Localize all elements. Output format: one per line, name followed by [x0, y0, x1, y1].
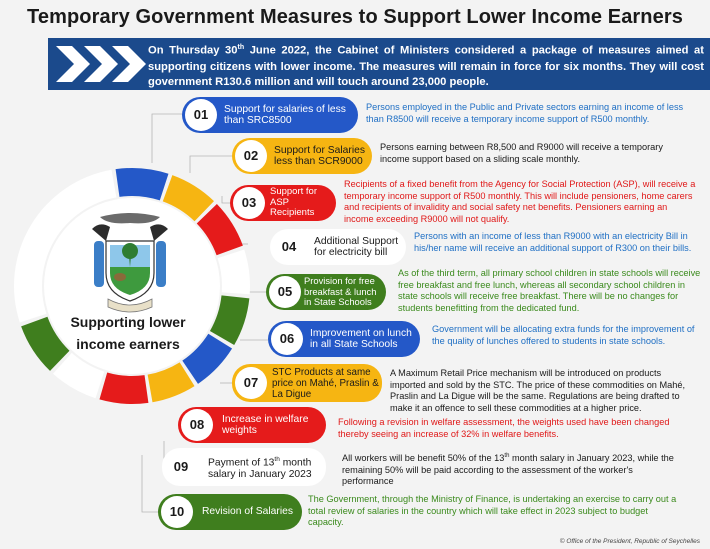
measure-10-desc: The Government, through the Ministry of Finance, is undertaking an exercise to carry out a total review of salaries in the country which will take effect in 2023 subject to budget capacity. [308, 494, 677, 528]
measure-10-label: Revision of Salaries [202, 506, 293, 518]
ring-segment [99, 373, 148, 404]
measure-05-desc: As of the third term, all primary school children in state schools will receive free breakfast and free lunch, whereas all secondary school children in state schools will receive free breakfast. There will be no changes for students benefitting from the dedicated fund. [398, 268, 701, 313]
measure-08-label: Increase in welfare weights [222, 413, 309, 436]
intro-text: On Thursday 30th June 2022, the Cabinet of Ministers considered a package of measures aimed at supporting citizens with lower income. The measures will remain in force for six months. They will cost government R130.6 million and will touch around 23,000 people. [148, 44, 704, 89]
hub-label [68, 311, 188, 355]
measure-05-label: Provision for free breakfast & lunch in State Schools [304, 275, 377, 308]
measure-07-number: 07 [235, 367, 267, 399]
measure-04-pill [270, 229, 406, 265]
measure-05-number: 05 [269, 276, 301, 308]
copyright: © Office of the President, Republic of Seychelles [559, 538, 700, 545]
measure-01-pill [182, 97, 358, 133]
measure-08-pill [178, 407, 326, 443]
measure-06-number: 06 [271, 323, 303, 355]
measure-08-desc: Following a revision in welfare assessment, the weights used have been changed thereby seeing an increase of 32% in welfare benefits. [338, 417, 670, 439]
measure-04-desc: Persons with an income of less than R9000 with an electricity Bill in his/her name will receive an additional support of R300 on their bills. [414, 231, 692, 253]
measure-02-label: Support for Salaries less than SCR9000 [274, 144, 366, 167]
measure-10-pill [158, 494, 302, 530]
measure-03-desc: Recipients of a fixed benefit from the Agency for Social Protection (ASP), will receive a temporary income support of R500 monthly. This will include pensioners, home carers and recipients of invalidity and social safety net benefits. Pensioners earning an income exceeding R9000 will not qualify. [344, 179, 696, 224]
measure-09-label: Payment of 13th month salary in January 2023 [208, 455, 312, 480]
measure-01-label: Support for salaries of less than SRC8500 [224, 103, 346, 126]
measure-06-pill [268, 321, 420, 357]
measure-06-label: Improvement on lunch in all State Schools [310, 327, 412, 350]
measure-09-number: 09 [165, 451, 197, 483]
hub-line-2: income earners [76, 336, 180, 352]
measure-03-number: 03 [233, 187, 265, 219]
seychelles-coat-of-arms-icon [86, 211, 174, 319]
page-title: Temporary Government Measures to Support Lower Income Earners [27, 6, 683, 28]
measure-07-label: STC Products at same price on Mahé, Praslin & La Digue [272, 366, 379, 400]
measure-08-number: 08 [181, 409, 213, 441]
measure-03-label: Support for ASP Recipients [270, 186, 317, 219]
measure-02-pill [232, 138, 372, 174]
measure-01-desc: Persons employed in the Public and Private sectors earning an income of less than R8500 will receive a temporary income support of R500 monthly. [366, 102, 684, 124]
measure-02-desc: Persons earning between R8,500 and R9000 will receive a temporary income support based on a sliding scale monthly. [380, 142, 663, 164]
measure-03-pill [230, 185, 336, 221]
measure-01-number: 01 [185, 99, 217, 131]
ring-segment [218, 250, 250, 295]
measure-10-number: 10 [161, 496, 193, 528]
measure-07-pill [232, 364, 382, 402]
measure-04-number: 04 [273, 231, 305, 263]
measure-09-pill [162, 448, 326, 486]
ring-segment [116, 168, 169, 200]
hub-line-1: Supporting lower [70, 314, 186, 330]
measure-04-label: Additional Support for electricity bill [314, 235, 399, 258]
measure-09-desc: All workers will be benefit 50% of the 13th month salary in January 2023, while the remaining 50% will be paid according to the assessment of the worker's performance [342, 453, 674, 487]
measure-06-desc: Government will be allocating extra funds for the improvement of the quality of lunches offered to students in state schools. [432, 324, 695, 346]
measure-07-desc: A Maximum Retail Price mechanism will be introduced on products imported and sold by the STC. The price of these commodities on Mahé, Praslin and La Digue will be the same. Regulations are being drafted to make it an offence to sell these commodities at a higher price. [390, 368, 686, 413]
measure-02-number: 02 [235, 140, 267, 172]
measure-05-pill [266, 274, 386, 310]
